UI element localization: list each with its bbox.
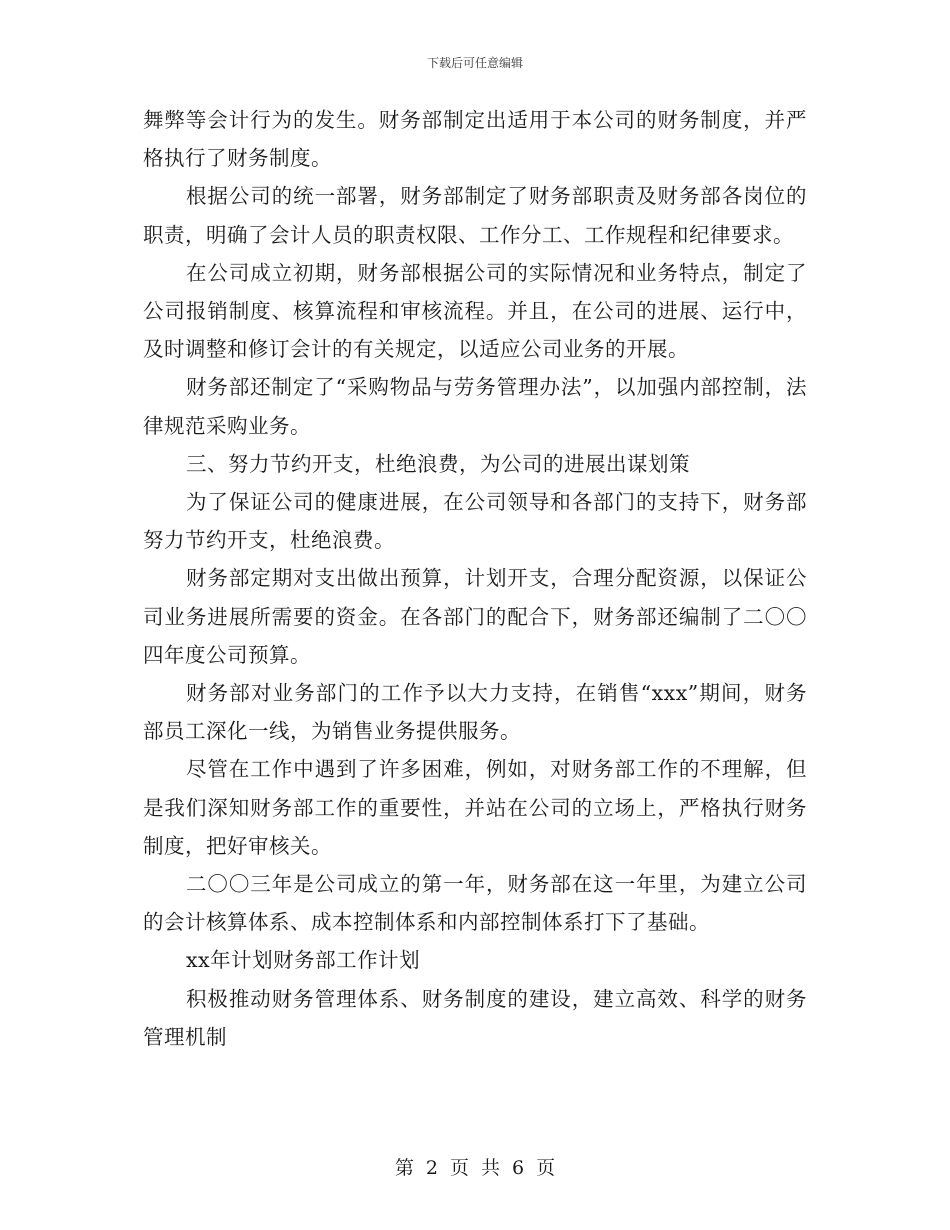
paragraph-5: 为了保证公司的健康进展，在公司领导和各部门的支持下，财务部努力节约开支，杜绝浪费。 [143, 490, 807, 553]
paragraph-10: 积极推动财务管理体系、财务制度的建设，建立高效、科学的财务管理机制 [143, 986, 807, 1049]
document-body [143, 101, 807, 1056]
paragraph-3: 在公司成立初期，财务部根据公司的实际情况和业务特点，制定了公司报销制度、核算流程和审核流程。并且，在公司的进展、运行中，及时调整和修订会计的有关规定，以适应公司业务的开展。 [143, 260, 807, 362]
paragraph-8: 尽管在工作中遇到了许多困难，例如，对财务部工作的不理解，但是我们深知财务部工作的重要性，并站在公司的立场上，严格执行财务制度，把好审核关。 [143, 757, 807, 858]
section-heading-3: 三、努力节约开支，杜绝浪费，为公司的进展出谋划策 [186, 451, 690, 476]
paragraph-6: 财务部定期对支出做出预算，计划开支，合理分配资源，以保证公司业务进展所需要的资金。在各部门的配合下，财务部还编制了二〇〇四年度公司预算。 [143, 566, 807, 667]
paragraph-4: 财务部还制定了“采购物品与劳务管理办法”，以加强内部控制，法律规范采购业务。 [143, 375, 807, 438]
plan-heading: xx年计划财务部工作计划 [186, 948, 421, 973]
page-header: 下载后可任意编辑 [426, 56, 523, 70]
paragraph-2: 根据公司的统一部署，财务部制定了财务部职责及财务部各岗位的职责，明确了会计人员的职责权限、工作分工、工作规程和纪律要求。 [143, 184, 807, 247]
paragraph-9: 二〇〇三年是公司成立的第一年，财务部在这一年里，为建立公司的会计核算体系、成本控制体系和内部控制体系打下了基础。 [143, 872, 807, 935]
page-number-footer: 第 2 页 共 6 页 [394, 1157, 556, 1179]
paragraph-1: 舞弊等会计行为的发生。财务部制定出适用于本公司的财务制度，并严格执行了财务制度。 [143, 108, 807, 171]
paragraph-7: 财务部对业务部门的工作予以大力支持，在销售“xxx”期间，财务部员工深化一线，为销售业务提供服务。 [143, 681, 807, 744]
